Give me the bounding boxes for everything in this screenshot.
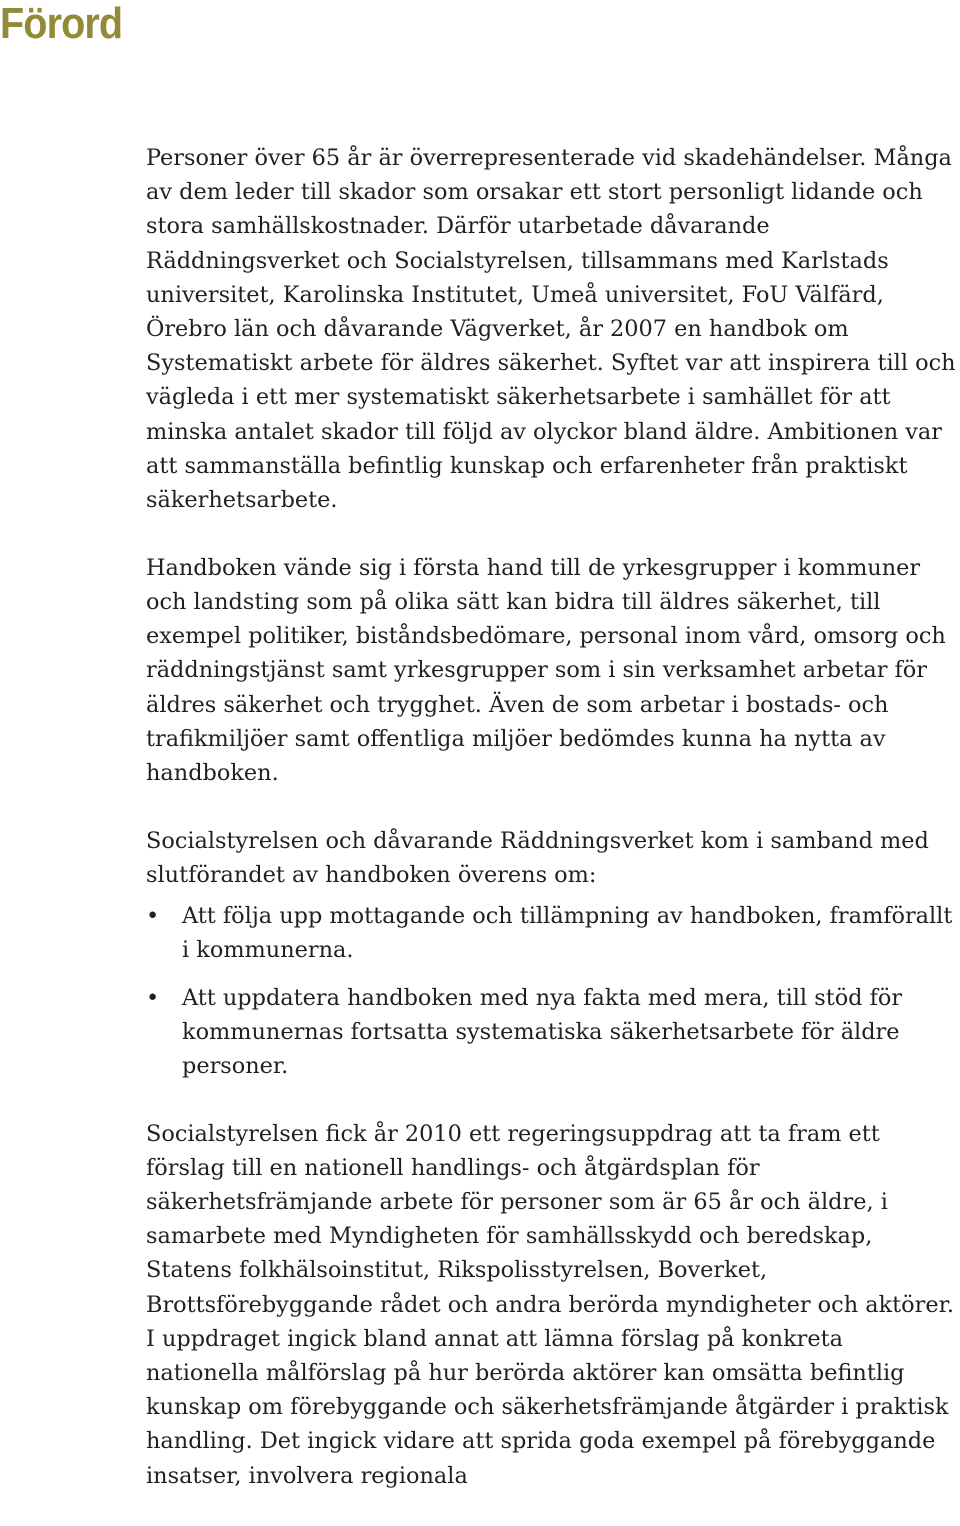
- paragraph-government-assignment: Socialstyrelsen fick år 2010 ett regeringsuppdrag att ta fram ett förslag till en nationell handlings- och åtgärdsplan för säkerhetsfrämjande arbete för personer som är 65 år och äldre, i samarbete med Myndigheten för samhällsskydd och beredskap, Statens folkhälsoinstitut, Rikspolisstyrelsen, Boverket, Brottsförebyggande rådet och andra berörda myndigheter och aktörer. I uppdraget ingick bland annat att lämna förslag på konkreta nationella målförslag på hur berörda aktörer kan omsätta befintlig kunskap om förebyggande och säkerhetsfrämjande åtgärder i praktisk handling. Det ingick vidare att sprida goda exempel på förebyggande insatser, involvera regionala: [146, 1120, 954, 1489]
- paragraph-agreement: Socialstyrelsen och dåvarande Räddningsverket kom i samband med slutförandet av handboken överens om:: [146, 827, 929, 888]
- bullet-icon: •: [146, 984, 160, 1011]
- list-item: [146, 899, 956, 967]
- list-item-text: Att följa upp mottagande och tillämpning av handboken, framförallt i kommunerna.: [182, 902, 953, 963]
- list-item-text: Att uppdatera handboken med nya fakta med mera, till stöd för kommunernas fortsatta systematiska säkerhetsarbete för äldre personer.: [182, 984, 903, 1080]
- agreement-list: [146, 899, 956, 1084]
- paragraph-target-groups: Handboken vände sig i första hand till de yrkesgrupper i kommuner och landsting som på olika sätt kan bidra till äldres säkerhet, till exempel politiker, biståndsbedömare, personal inom vård, omsorg och räddningstjänst samt yrkesgrupper som i sin verksamhet arbetar för äldres säkerhet och trygghet. Även de som arbetar i bostads- och trafikmiljöer samt offentliga miljöer bedömdes kunna ha nytta av handboken.: [146, 554, 946, 786]
- paragraph-intro: Personer över 65 år är överrepresenterade vid skadehändelser. Många av dem leder till skador som orsakar ett stort personligt lidande och stora samhällskostnader. Därför utarbetade dåvarande Räddningsverket och Socialstyrelsen, tillsammans med Karlstads universitet, Karolinska Institutet, Umeå universitet, FoU Välfärd, Örebro län och dåvarande Vägverket, år 2007 en handbok om Systematiskt arbete för äldres säkerhet. Syftet var att inspirera till och vägleda i ett mer systematiskt säkerhetsarbete i samhället för att minska antalet skador till följd av olyckor bland äldre. Ambitionen var att sammanställa befintlig kunskap och erfarenheter från praktiskt säkerhetsarbete.: [146, 145, 956, 514]
- body-text: [146, 141, 956, 1526]
- page-title: Förord: [0, 0, 123, 48]
- list-item: [146, 981, 956, 1084]
- bullet-icon: •: [146, 902, 160, 929]
